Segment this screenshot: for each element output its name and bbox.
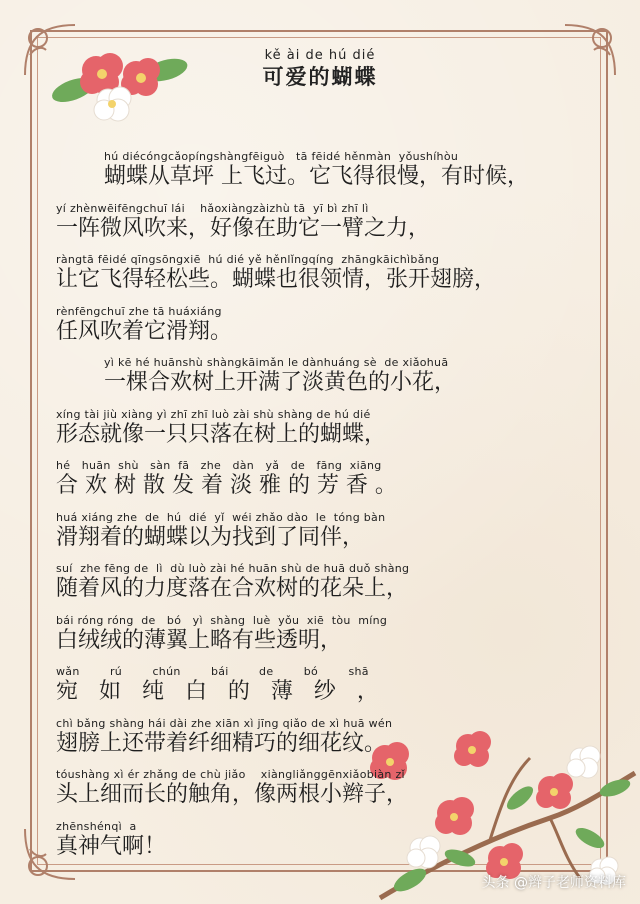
hanzi-line: 白绒绒的薄翼上略有些透明， [56,627,343,653]
hanzi-line: 随着风的力度落在合欢树的花朵上， [56,576,409,601]
hanzi-line: 任风吹着它滑翔。 [56,318,233,344]
pinyin-line: hú diécóngcǎopíngshàngfēiguò tā fēidé hěnmàn yǒushíhòu [104,150,459,163]
pinyin-line: chì bǎng shàng hái dài zhe xiān xì jīng qiǎo de xì huā wén [56,716,393,730]
watermark: 头条 @辫子老师资料库 [481,875,626,891]
hanzi-line: 一棵合欢树上开满了淡黄色的小花， [104,370,457,395]
pinyin-line: huá xiáng zhe de hú dié yǐ wéi zhǎo dào le tóng bàn [56,510,386,524]
hanzi-line: 宛 如 纯 白 的 薄 纱 ， [56,679,379,704]
pinyin-line: xíng tài jiù xiàng yì zhī zhī luò zài shù shàng de hú dié [56,407,371,421]
pinyin-line: tóushàng xì ér zhǎng de chù jiǎo xiàngliǎnggēnxiǎobiàn zǐ [56,768,405,781]
hanzi-line: 蝴蝶从草坪 上飞过。它飞得很慢，有时候， [104,164,529,189]
title-pinyin: kě ài de hú dié [264,48,376,63]
pinyin-line: bái róng róng de bó yì shàng luè yǒu xiē tòu míng [56,613,388,627]
hanzi-line: 合 欢 树 散 发 着 淡 雅 的 芳 香 。 [56,473,397,498]
pinyin-line: yì kē hé huānshù shàngkāimǎn le dànhuáng sè de xiǎohuā [104,356,449,369]
page-title: 可爱的蝴蝶 [262,65,378,89]
pinyin-line: hé huān shù sàn fā zhe dàn yǎ de fāng xiāng [56,459,382,472]
pinyin-line: wǎn rú chún bái de bó shā [56,665,369,678]
hanzi-line: 头上细而长的触角，像两根小辫子， [56,782,409,807]
hanzi-line: 滑翔着的蝴蝶以为找到了同伴， [56,524,365,550]
hanzi-line: 翅膀上还带着纤细精巧的细花纹。 [56,730,387,756]
pinyin-line: yí zhènwēifēngchuī lái hǎoxiàngzàizhù tā yī bì zhī lì [56,201,369,215]
pinyin-line: suí zhe fēng de lì dù luò zài hé huān shù de huā duǒ shàng [56,562,410,575]
pinyin-line: rènfēngchuī zhe tā huáxiáng [56,304,222,318]
title-block [0,48,640,90]
hanzi-line: 一阵微风吹来，好像在助它一臂之力， [56,215,431,241]
pinyin-line: ràngtā fēidé qīngsōngxiē hú dié yě hěnlǐngqíng zhāngkāichìbǎng [56,253,440,266]
hanzi-line: 真神气啊！ [56,833,167,859]
pinyin-line: zhēnshénqì a [56,819,137,833]
hanzi-line: 让它飞得轻松些。蝴蝶也很领情，张开翅膀， [56,267,497,292]
hanzi-line: 形态就像一只只落在树上的蝴蝶， [56,421,387,447]
